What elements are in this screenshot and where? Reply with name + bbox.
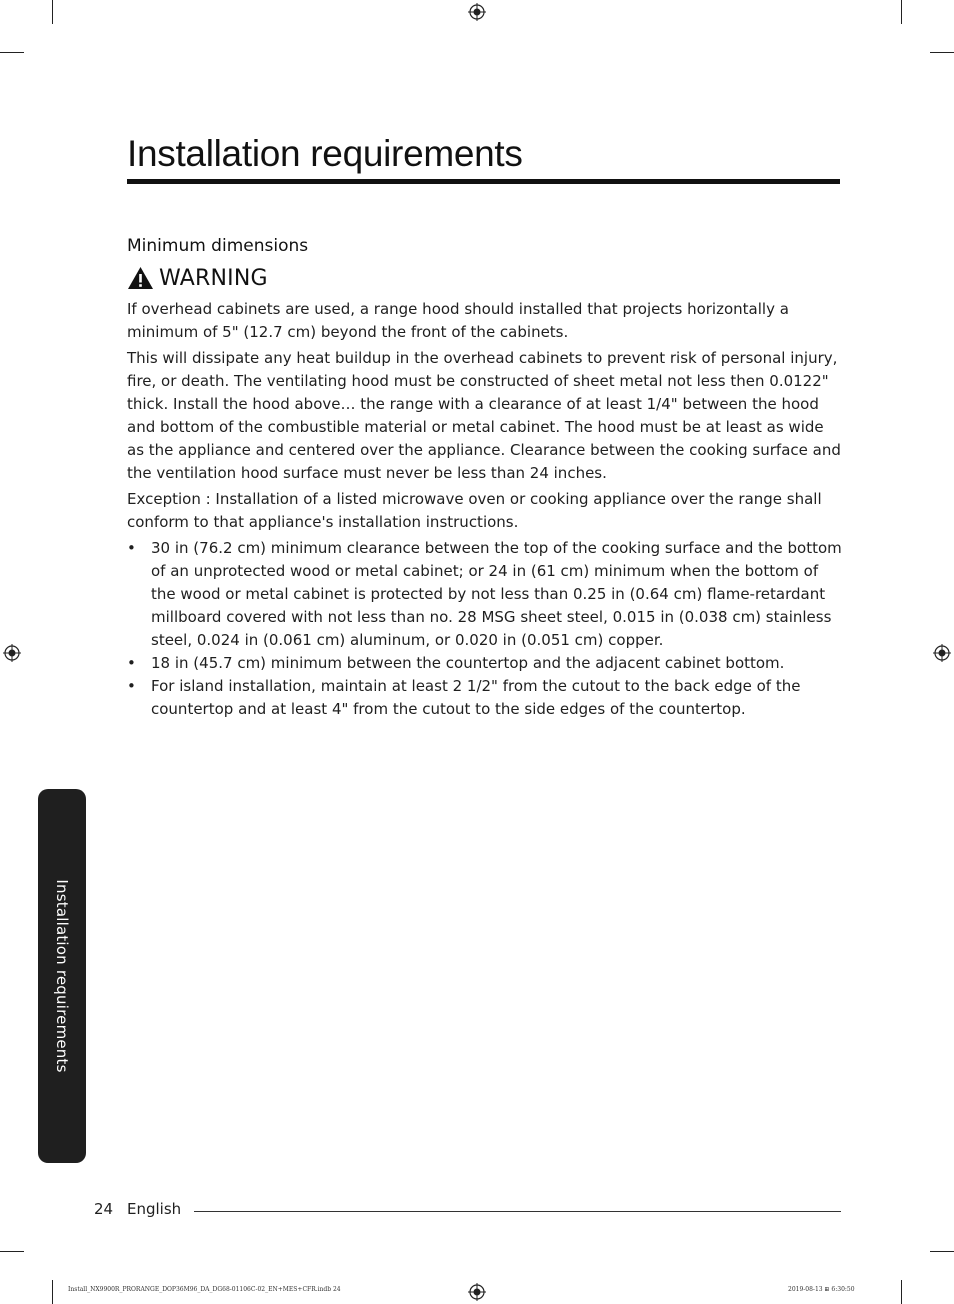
list-item: [127, 675, 843, 721]
list-item: [127, 537, 843, 652]
warning-header: [127, 263, 843, 293]
print-slug-datetime: 2019-08-13 ⊞ 6:30:50: [788, 1286, 855, 1293]
registration-mark-icon: [468, 1283, 486, 1301]
registration-mark-icon: [3, 644, 21, 662]
footer-language: English: [127, 1200, 182, 1218]
crop-mark: [901, 1280, 902, 1304]
content-body: [127, 233, 843, 721]
page-number: 24: [94, 1200, 114, 1218]
footer-rule: [194, 1211, 841, 1212]
paragraph: Exception : Installation of a listed microwave oven or cooking appliance over the range shall conform to that appliance's installation instructions.: [127, 490, 822, 531]
page-title: Installation requirements: [127, 133, 523, 174]
section-heading: Minimum dimensions: [127, 236, 309, 256]
bullet-list: [127, 537, 843, 721]
side-tab: [38, 789, 86, 1163]
print-slug-filename: Install_NX9900R_PRORANGE_DOP36M96_DA_DG68-01106C-02_EN+MES+CFR.indb 24: [68, 1286, 341, 1293]
warning-triangle-icon: [127, 266, 154, 290]
side-tab-label: Installation requirements: [53, 879, 71, 1073]
title-rule: [127, 179, 840, 184]
crop-mark: [0, 1251, 24, 1252]
list-item-text: 18 in (45.7 cm) minimum between the countertop and the adjacent cabinet bottom.: [151, 654, 785, 672]
paragraph: This will dissipate any heat buildup in the overhead cabinets to prevent risk of personal injury, fire, or death. The ventilating hood must be constructed of sheet metal not less then 0.0122" thick. Install the hood above… the range with a clearance of at least 1/4" between the hood and bottom of the combustible material or metal cabinet. The hood must be at least as wide as the appliance and centered over the appliance. Clearance between the cooking surface and the ventilation hood surface must never be less than 24 inches.: [127, 349, 841, 482]
crop-mark: [0, 52, 24, 53]
crop-mark: [52, 1280, 53, 1304]
list-item: [127, 652, 843, 675]
registration-mark-icon: [933, 644, 951, 662]
bullet-marker: •: [127, 654, 136, 672]
list-item-text: 30 in (76.2 cm) minimum clearance between the top of the cooking surface and the bottom of an unprotected wood or metal cabinet; or 24 in (61 cm) minimum when the bottom of the wood or metal cabinet is protected by not less than 0.25 in (0.64 cm) flame-retardant millboard covered with not less than no. 28 MSG sheet steel, 0.015 in (0.038 cm) stainless steel, 0.024 in (0.061 cm) aluminum, or 0.020 in (0.051 cm) copper.: [151, 539, 842, 649]
bullet-marker: •: [127, 539, 136, 557]
crop-mark: [901, 0, 902, 24]
paragraph: If overhead cabinets are used, a range hood should installed that projects horizontally a minimum of 5" (12.7 cm) beyond the front of the cabinets.: [127, 300, 789, 341]
crop-mark: [930, 1251, 954, 1252]
crop-mark: [930, 52, 954, 53]
registration-mark-icon: [468, 3, 486, 21]
crop-mark: [52, 0, 53, 24]
bullet-marker: •: [127, 677, 136, 695]
list-item-text: For island installation, maintain at least 2 1/2" from the cutout to the back edge of the countertop and at least 4" from the cutout to the side edges of the countertop.: [151, 677, 801, 718]
warning-label: WARNING: [159, 265, 268, 291]
